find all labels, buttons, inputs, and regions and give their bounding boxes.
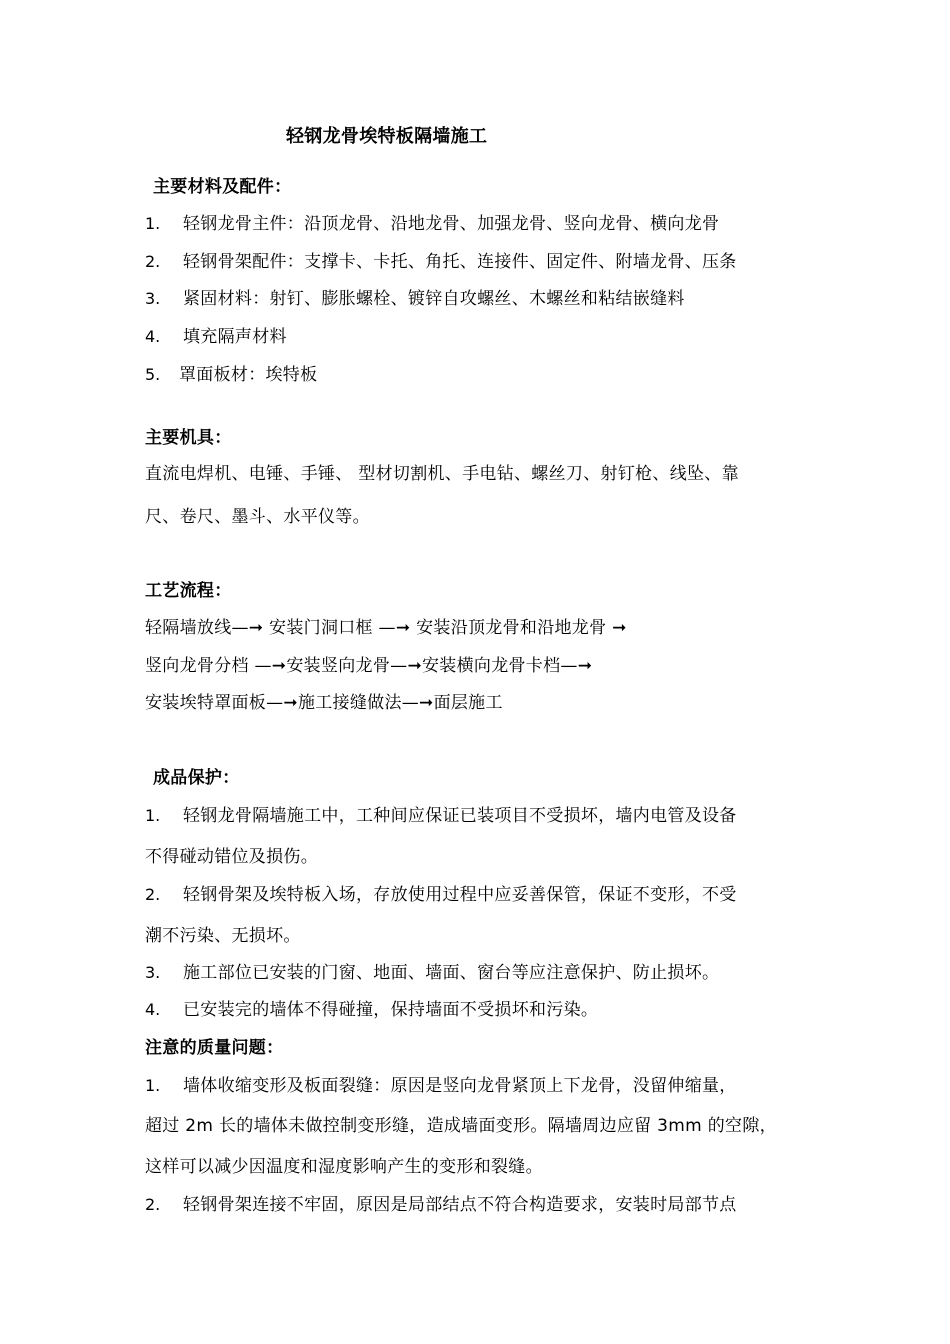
protection-item-1-line-2: 不得碰动错位及损伤。 — [145, 847, 318, 867]
protection-item-2-line-2: 潮不污染、无损坏。 — [145, 926, 301, 946]
materials-heading: 主要材料及配件： — [153, 177, 292, 197]
materials-item-4-text: 填充隔声材料 — [183, 327, 287, 347]
protection-item-4-number: 4. — [145, 1000, 161, 1019]
protection-item-4-line-1: 已安装完的墙体不得碰撞，保持墙面不受损坏和污染。 — [183, 1000, 599, 1020]
quality-item-2-number: 2. — [145, 1195, 161, 1214]
tools-line-2: 尺、卷尺、墨斗、水平仪等。 — [145, 507, 370, 527]
tools-heading: 主要机具： — [145, 428, 232, 448]
tools-line-1: 直流电焊机、电锤、手锤、 型材切割机、手电钻、螺丝刀、射钉枪、线坠、靠 — [145, 464, 739, 484]
materials-item-2-text: 轻钢骨架配件：支撑卡、卡托、角托、连接件、固定件、附墙龙骨、压条 — [183, 252, 737, 272]
quality-item-1-number: 1. — [145, 1076, 161, 1095]
protection-item-2-number: 2. — [145, 885, 161, 904]
protection-item-3-line-1: 施工部位已安装的门窗、地面、墙面、窗台等应注意保护、防止损坏。 — [183, 963, 720, 983]
materials-item-3-text: 紧固材料：射钉、膨胀螺栓、镀锌自攻螺丝、木螺丝和粘结嵌缝料 — [183, 289, 685, 309]
process-line-2: 竖向龙骨分档 —➞安装竖向龙骨—➞安装横向龙骨卡档—➞ — [145, 656, 593, 676]
page-title: 轻钢龙骨埃特板隔墙施工 — [286, 126, 488, 147]
protection-heading: 成品保护： — [153, 768, 240, 788]
quality-item-1-line-3: 这样可以减少因温度和湿度影响产生的变形和裂缝。 — [145, 1157, 543, 1177]
quality-item-1-line-2: 超过 2m 长的墙体未做控制变形缝，造成墙面变形。隔墙周边应留 3mm 的空隙， — [145, 1116, 777, 1136]
materials-item-2-number: 2. — [145, 252, 161, 271]
quality-heading: 注意的质量问题： — [145, 1038, 284, 1058]
process-line-3: 安装埃特罩面板—➞施工接缝做法—➞面层施工 — [145, 693, 503, 713]
process-line-1: 轻隔墙放线—➞ 安装门洞口框 —➞ 安装沿顶龙骨和沿地龙骨 ➞ — [145, 618, 627, 638]
materials-item-5-text: 罩面板材：埃特板 — [179, 365, 318, 385]
materials-item-1-number: 1. — [145, 214, 161, 233]
quality-item-2-line-1: 轻钢骨架连接不牢固，原因是局部结点不符合构造要求，安装时局部节点 — [183, 1195, 737, 1215]
materials-item-5-number: 5. — [145, 365, 161, 384]
quality-item-1-line-1: 墙体收缩变形及板面裂缝：原因是竖向龙骨紧顶上下龙骨，没留伸缩量， — [183, 1076, 737, 1096]
protection-item-3-number: 3. — [145, 963, 161, 982]
materials-item-3-number: 3. — [145, 289, 161, 308]
materials-item-1-text: 轻钢龙骨主件：沿顶龙骨、沿地龙骨、加强龙骨、竖向龙骨、横向龙骨 — [183, 214, 720, 234]
process-heading: 工艺流程： — [145, 581, 232, 601]
materials-item-4-number: 4. — [145, 327, 161, 346]
protection-item-1-line-1: 轻钢龙骨隔墙施工中，工种间应保证已装项目不受损坏，墙内电管及设备 — [183, 806, 737, 826]
protection-item-1-number: 1. — [145, 806, 161, 825]
protection-item-2-line-1: 轻钢骨架及埃特板入场，存放使用过程中应妥善保管，保证不变形，不受 — [183, 885, 737, 905]
